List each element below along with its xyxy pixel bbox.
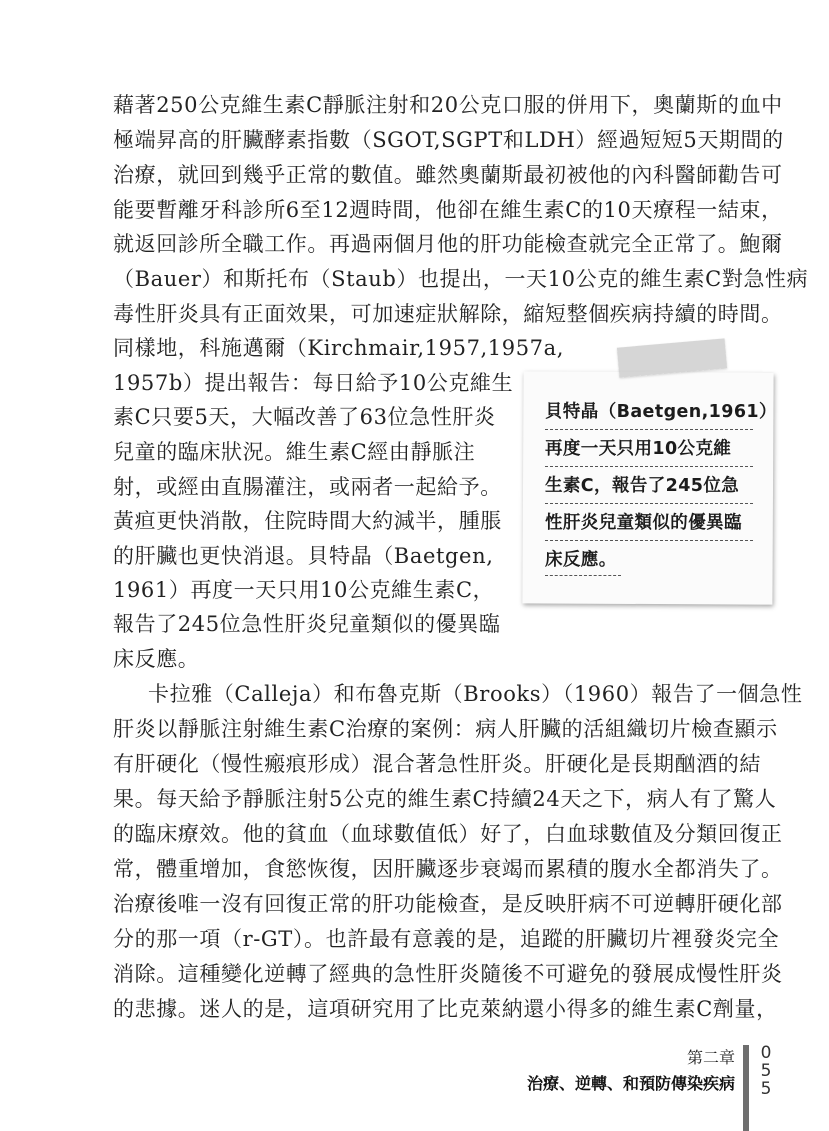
dashed-divider: [545, 466, 753, 467]
callout-line: 性肝炎兒童類似的優異臨: [545, 513, 742, 533]
body-line: 常，體重增加，食慾恢復，因肝臟逐步衰竭而累積的腹水全都消失了。: [113, 857, 783, 881]
callout-line: 床反應。: [545, 550, 617, 570]
body-line: 肝炎以靜脈注射維生素C治療的案例：病人肝臟的活組織切片檢查顯示: [113, 717, 778, 741]
page-number: 055: [760, 1043, 772, 1099]
body-line: 兒童的臨床狀況。維生素C經由靜脈注: [113, 440, 476, 464]
callout-line: 再度一天只用10公克維: [545, 439, 732, 459]
body-line: 的臨床療效。他的貧血（血球數值低）好了，白血球數值及分類回復正: [113, 822, 783, 846]
body-line: 素C只要5天，大幅改善了63位急性肝炎: [113, 405, 496, 429]
body-line: 就返回診所全職工作。再過兩個月他的肝功能檢查就完全正常了。鮑爾: [113, 232, 783, 256]
body-line: 能要暫離牙科診所6至12週時間，他卻在維生素C的10天療程一結束，: [113, 198, 783, 222]
dashed-divider: [545, 503, 753, 504]
section-title: 治療、逆轉、和預防傳染疾病: [526, 1074, 735, 1093]
body-line: 毒性肝炎具有正面效果，可加速症狀解除，縮短整個疾病持續的時間。: [113, 302, 783, 326]
body-line: 1957b）提出報告：每日給予10公克維生: [113, 371, 514, 395]
dashed-divider: [545, 429, 753, 430]
body-line: 的肝臟也更快消退。貝特晶（Baetgen,: [113, 544, 494, 568]
body-line: （Bauer）和斯托布（Staub）也提出，一天10公克的維生素C對急性病: [113, 267, 809, 291]
callout-line: 生素C，報告了245位急: [545, 476, 740, 496]
body-line: 1961）再度一天只用10公克維生素C，: [113, 578, 495, 602]
body-line: 的悲據。迷人的是，這項研究用了比克萊納還小得多的維生素C劑量，: [113, 997, 778, 1021]
body-line: 卡拉雅（Calleja）和布魯克斯（Brooks）（1960）報告了一個急性: [148, 682, 803, 706]
body-line: 同樣地，科施邁爾（Kirchmair,1957,1957a,: [113, 336, 565, 360]
footer-divider-bar: [743, 1045, 749, 1131]
chapter-label: 第二章: [686, 1048, 735, 1067]
dashed-divider: [545, 540, 753, 541]
body-line: 分的那一項（r-GT）。也許最有意義的是，追蹤的肝臟切片裡發炎完全: [113, 927, 780, 951]
body-line: 射，或經由直腸灌注，或兩者一起給予。: [113, 475, 502, 499]
body-line: 治療，就回到幾乎正常的數值。雖然奧蘭斯最初被他的內科醫師勸告可: [113, 163, 783, 187]
body-line: 床反應。: [113, 647, 200, 671]
body-line: 極端昇高的肝臟酵素指數（SGOT,SGPT和LDH）經過短短5天期間的: [113, 128, 784, 152]
callout-line: 貝特晶（Baetgen,1961）: [545, 402, 777, 422]
body-line: 治療後唯一沒有回復正常的肝功能檢查，是反映肝病不可逆轉肝硬化部: [113, 892, 783, 916]
body-line: 有肝硬化（慢性瘢痕形成）混合著急性肝炎。肝硬化是長期酗酒的結: [113, 752, 761, 776]
body-line: 果。每天給予靜脈注射5公克的維生素C持續24天之下，病人有了驚人: [113, 787, 777, 811]
body-line: 報告了245位急性肝炎兒童類似的優異臨: [113, 612, 501, 636]
body-line: 黃疸更快消散，住院時間大約減半，腫脹: [113, 509, 502, 533]
body-line: 消除。這種變化逆轉了經典的急性肝炎隨後不可避免的發展成慢性肝炎: [113, 962, 783, 986]
dashed-divider: [545, 575, 621, 576]
body-line: 藉著250公克維生素C靜脈注射和20公克口服的併用下，奧蘭斯的血中: [113, 93, 783, 117]
